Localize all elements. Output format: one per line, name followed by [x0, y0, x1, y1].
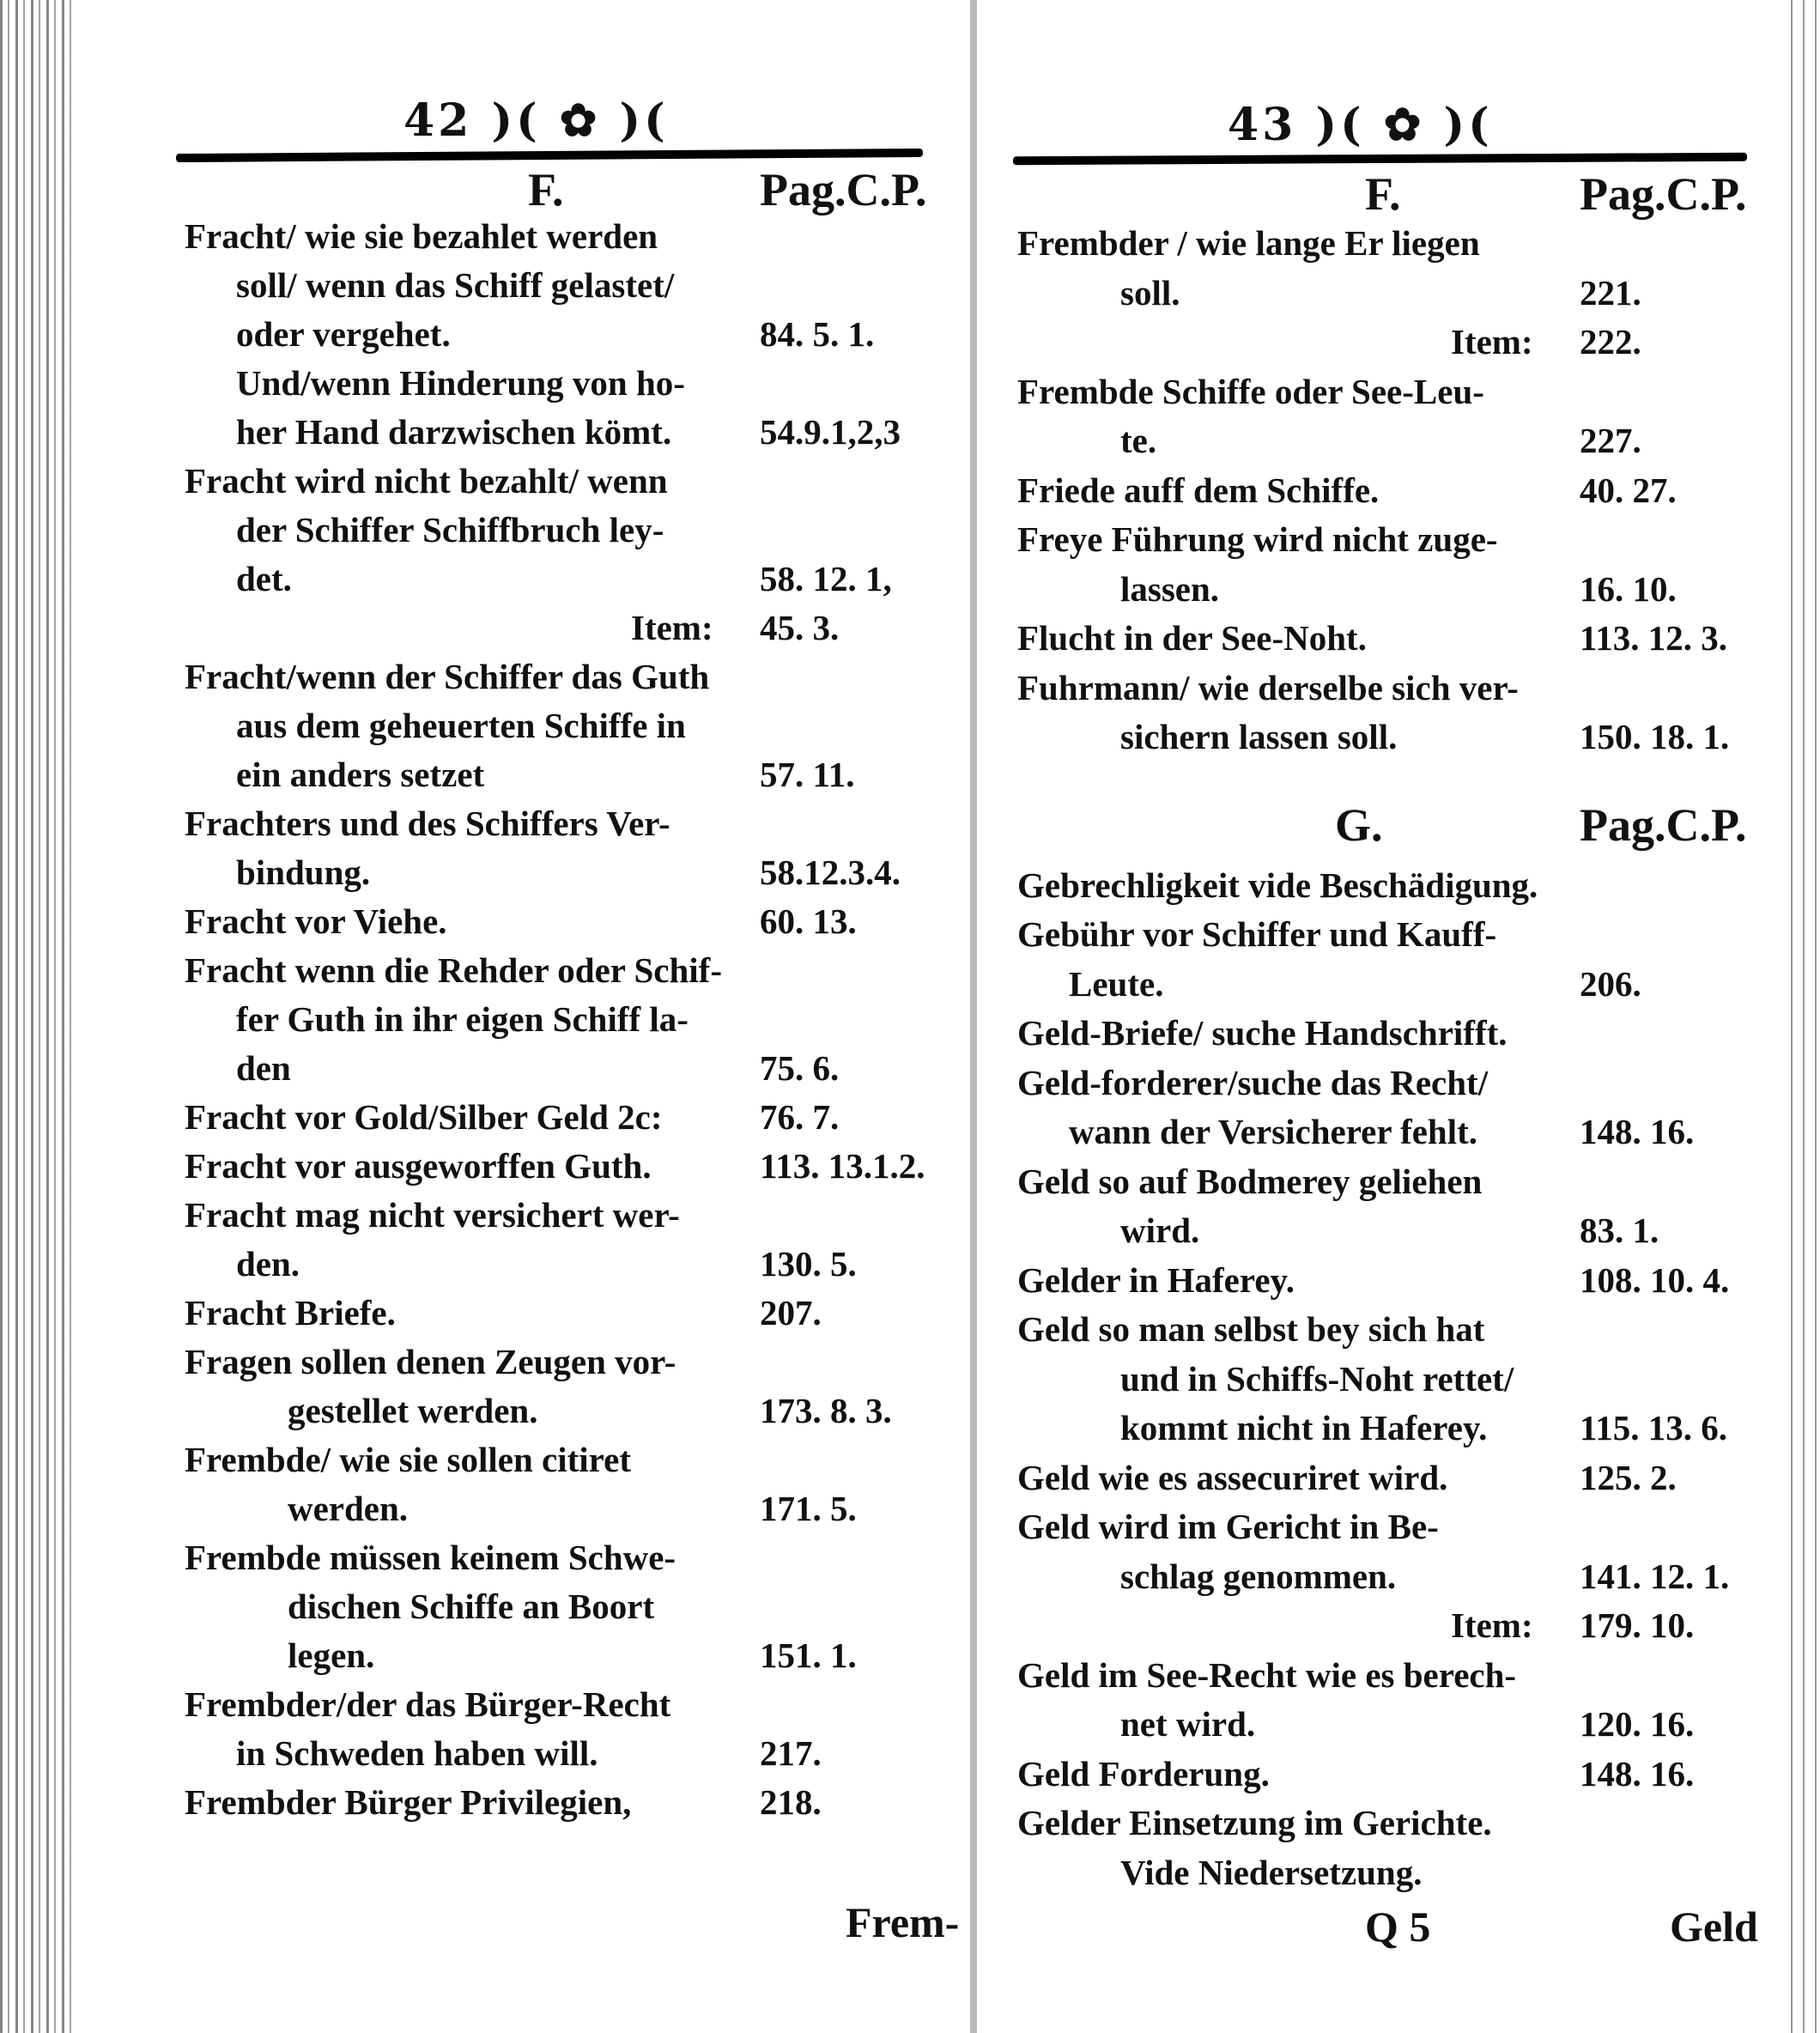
right-page-header — [1228, 99, 1493, 151]
index-entry-text: und in Schiffs-Noht rettet/ — [1120, 1358, 1514, 1399]
right-column-heading: Pag.C.P. — [1580, 168, 1747, 220]
index-entry-reference: 58. 12. 1, — [760, 559, 892, 598]
index-entry-reference: 218. — [760, 1782, 822, 1822]
index-entry-text: Fracht vor Gold/Silber Geld 2c: — [185, 1097, 663, 1137]
index-entry-text: Geld wird im Gericht in Be- — [1017, 1507, 1439, 1546]
index-entry-reference: 54.9.1,2,3 — [760, 412, 901, 452]
index-entry-text: Fracht vor Viehe. — [185, 901, 447, 941]
index-entry-text: wann der Versicherer fehlt. — [1069, 1112, 1478, 1151]
index-entry-text: ein anders setzet — [236, 755, 485, 794]
index-entry-reference: 40. 27. — [1580, 470, 1677, 510]
index-entry-reference: 115. 13. 6. — [1580, 1408, 1727, 1447]
index-entry-text: Geld wie es assecuriret wird. — [1017, 1457, 1448, 1497]
index-entry-text: Fracht vor ausgeworffen Guth. — [185, 1146, 652, 1186]
index-entry-text: Flucht in der See-Noht. — [1017, 618, 1367, 658]
index-entry-text: Geld so man selbst bey sich hat — [1017, 1309, 1485, 1349]
index-entry-text: gestellet werden. — [288, 1391, 538, 1430]
index-entry-text: lassen. — [1120, 568, 1220, 609]
index-entry-reference: 120. 16. — [1580, 1704, 1695, 1744]
index-entry-text: Item: — [1451, 322, 1533, 361]
right-letter-heading: F. — [1365, 168, 1401, 220]
index-entry-text: in Schweden haben will. — [236, 1733, 598, 1773]
index-entry-text: Fuhrmann/ wie derselbe sich ver- — [1017, 667, 1519, 707]
index-entry-text: Geld Forderung. — [1017, 1753, 1270, 1793]
index-entry-text: der Schiffer Schiffbruch ley- — [236, 510, 664, 549]
index-entry-reference: 171. 5. — [760, 1489, 857, 1528]
index-entry-reference: 84. 5. 1. — [760, 314, 875, 354]
index-entry-reference: 113. 12. 3. — [1580, 618, 1727, 658]
index-entry-reference: 130. 5. — [760, 1244, 857, 1284]
index-entry-reference: 217. — [760, 1733, 822, 1773]
header-ornament: )( ✿ )( — [1315, 99, 1493, 151]
left-header-rule — [176, 149, 923, 162]
right-catchword: Geld — [1670, 1903, 1758, 1951]
index-entry-text: Frachters und des Schiffers Ver- — [185, 804, 670, 843]
index-entry-reference: 173. 8. 3. — [760, 1391, 892, 1430]
signature-mark: Q 5 — [1365, 1903, 1431, 1951]
index-entry-text: Geld-forderer/suche das Recht/ — [1017, 1062, 1489, 1102]
index-entry-text: net wird. — [1120, 1704, 1256, 1744]
right-column-heading-g: Pag.C.P. — [1580, 799, 1747, 851]
index-entry-text: Fragen sollen denen Zeugen vor- — [185, 1342, 676, 1381]
index-entry-text: Gebühr vor Schiffer und Kauff- — [1017, 914, 1497, 954]
index-entry-text: den — [236, 1048, 291, 1088]
index-entry-reference: 207. — [760, 1293, 822, 1332]
index-entry-reference: 148. 16. — [1580, 1753, 1695, 1793]
left-page-header — [403, 94, 669, 147]
index-entry-text: Gelder Einsetzung im Gerichte. — [1017, 1803, 1492, 1842]
index-entry-reference: 222. — [1580, 322, 1641, 361]
index-entry-reference: 151. 1. — [760, 1636, 857, 1675]
index-entry-reference: 141. 12. 1. — [1580, 1556, 1730, 1596]
index-entry-reference: 83. 1. — [1580, 1211, 1659, 1250]
index-entry-text: det. — [236, 559, 292, 598]
index-entry-text: bindung. — [236, 853, 371, 892]
index-entry-text: Geld-Briefe/ suche Handschrifft. — [1017, 1013, 1508, 1053]
book-gutter — [970, 0, 977, 2033]
index-entry-text: Und/wenn Hinderung von ho- — [236, 363, 685, 403]
index-entry-text: Fracht/wenn der Schiffer das Guth — [185, 657, 710, 696]
index-entry-text: kommt nicht in Haferey. — [1120, 1408, 1488, 1447]
index-entry-text: Frembder/der das Bürger-Recht — [185, 1684, 671, 1724]
index-entry-reference: 58.12.3.4. — [760, 853, 901, 892]
index-entry-text: aus dem geheuerten Schiffe in — [236, 706, 686, 745]
index-entry-text: Item: — [1451, 1605, 1533, 1645]
index-entry-text: soll. — [1120, 272, 1180, 313]
index-entry-reference: 150. 18. 1. — [1580, 717, 1730, 756]
index-entry-reference: 221. — [1580, 272, 1641, 313]
left-column-heading: Pag.C.P. — [760, 164, 927, 215]
index-entry-text: Fracht/ wie sie bezahlet werden — [185, 216, 658, 256]
right-header-rule — [1013, 153, 1747, 165]
index-entry-text: schlag genommen. — [1120, 1556, 1397, 1596]
index-entry-text: Fracht mag nicht versichert wer- — [185, 1195, 680, 1235]
index-entry-text: oder vergehet. — [236, 314, 451, 354]
index-entry-text: Item: — [631, 608, 713, 647]
index-entry-reference: 75. 6. — [760, 1048, 840, 1088]
index-entry-text: Geld im See-Recht wie es berech- — [1017, 1654, 1517, 1695]
book-edge-left — [0, 0, 77, 2033]
index-entry-reference: 125. 2. — [1580, 1457, 1677, 1497]
index-entry-text: te. — [1120, 421, 1157, 460]
index-entry-text: Friede auff dem Schiffe. — [1017, 470, 1380, 510]
index-entry-text: fer Guth in ihr eigen Schiff la- — [236, 999, 689, 1039]
index-entry-text: Vide Niedersetzung. — [1120, 1852, 1423, 1892]
right-letter-heading-g: G. — [1335, 799, 1383, 851]
left-letter-heading: F. — [528, 164, 564, 215]
left-catchword: Frem- — [846, 1898, 960, 1946]
index-entry-reference: 206. — [1580, 963, 1641, 1004]
right-page-number: 43 — [1228, 99, 1297, 151]
index-entry-text: Gebrechligkeit vide Beschädigung. — [1017, 865, 1538, 905]
index-entry-text: dischen Schiffe an Boort — [288, 1587, 655, 1626]
index-entry-reference: 227. — [1580, 421, 1641, 460]
index-entry-reference: 179. 10. — [1580, 1605, 1695, 1645]
index-entry-text: Frembde/ wie sie sollen citiret — [185, 1440, 631, 1479]
index-entry-text: legen. — [288, 1636, 375, 1675]
index-entry-reference: 60. 13. — [760, 901, 857, 941]
index-entry-reference: 148. 16. — [1580, 1112, 1695, 1151]
index-entry-reference: 76. 7. — [760, 1097, 840, 1137]
index-entry-text: werden. — [288, 1489, 409, 1528]
index-entry-text: Gelder in Haferey. — [1017, 1259, 1295, 1300]
index-entry-text: Leute. — [1069, 963, 1164, 1004]
index-entry-text: Fracht wird nicht bezahlt/ wenn — [185, 461, 668, 501]
index-entry-text: den. — [236, 1244, 300, 1284]
index-entry-text: Frembde Schiffe oder See-Leu- — [1017, 371, 1484, 411]
index-entry-text: Freye Führung wird nicht zuge- — [1017, 519, 1498, 559]
index-entry-reference: 113. 13.1.2. — [760, 1146, 925, 1186]
index-entry-reference: 57. 11. — [760, 755, 855, 794]
index-entry-text: Fracht Briefe. — [185, 1293, 396, 1332]
index-entry-text: her Hand darzwischen kömt. — [236, 412, 672, 452]
index-entry-text: soll/ wenn das Schiff gelastet/ — [236, 265, 675, 305]
index-entry-reference: 108. 10. 4. — [1580, 1259, 1730, 1300]
index-entry-text: sichern lassen soll. — [1120, 717, 1398, 756]
index-entry-text: Frembder Bürger Privilegien, — [185, 1782, 632, 1822]
book-edge-right — [1786, 0, 1820, 2033]
index-entry-reference: 45. 3. — [760, 608, 840, 647]
index-entry-reference: 16. 10. — [1580, 568, 1677, 609]
index-entry-text: Frembde müssen keinem Schwe- — [185, 1538, 676, 1577]
index-entry-text: Geld so auf Bodmerey geliehen — [1017, 1161, 1483, 1201]
index-entry-text: Fracht wenn die Rehder oder Schif- — [185, 950, 722, 990]
index-entry-text: wird. — [1120, 1211, 1200, 1250]
left-page-number: 42 — [403, 94, 473, 147]
header-ornament: )( ✿ )( — [491, 94, 669, 147]
index-entry-text: Frembder / wie lange Er liegen — [1017, 223, 1480, 263]
